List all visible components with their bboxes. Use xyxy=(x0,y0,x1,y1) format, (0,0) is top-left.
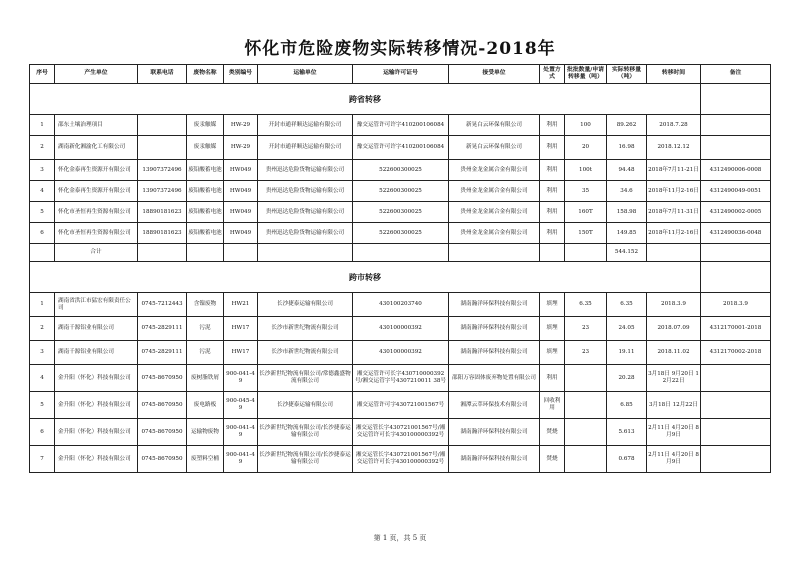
table-cell: 湖南新化湘渝化工有限公司 xyxy=(55,136,138,160)
table-cell: HW049 xyxy=(224,202,258,223)
table-cell: 6 xyxy=(30,419,55,446)
table-cell: 湖南瀚洋环保科技有限公司 xyxy=(449,317,540,341)
table-cell xyxy=(565,244,607,262)
table-cell: 豫交运管许可许字410200106084 xyxy=(353,136,449,160)
table-cell: 新晃白云环保有限公司 xyxy=(449,136,540,160)
table-cell xyxy=(258,244,353,262)
table-cell: 怀化市圣恒再生资源有限公司 xyxy=(55,223,138,244)
table-row xyxy=(30,365,771,392)
table-cell: 23 xyxy=(565,341,607,365)
table-cell: 2月11日 4月20日 8月9日 xyxy=(647,446,701,473)
table-cell: 利用 xyxy=(540,223,565,244)
table-cell: 0745-8670950 xyxy=(138,446,187,473)
table-cell: HW049 xyxy=(224,160,258,181)
table-cell: 焚烧 xyxy=(540,419,565,446)
table-cell: 利用 xyxy=(540,160,565,181)
table-cell: 怀化金泰再生资源开有限公司 xyxy=(55,160,138,181)
column-header: 处置方式 xyxy=(540,65,565,84)
table-row xyxy=(30,181,771,202)
table-cell: 3月18日 9月20日 12月22日 xyxy=(647,365,701,392)
table-cell: 522600300025 xyxy=(353,223,449,244)
table-cell: 贵州金龙金属合金有限公司 xyxy=(449,181,540,202)
table-cell: 湘交运管许可字430721001567号 xyxy=(353,392,449,419)
table-cell: 24.05 xyxy=(607,317,647,341)
table-cell: 长沙市新世纪物流有限公司 xyxy=(258,317,353,341)
table-cell: 贵州迅达危险货物运输有限公司 xyxy=(258,160,353,181)
table-row xyxy=(30,317,771,341)
table-row xyxy=(30,160,771,181)
table-cell xyxy=(540,244,565,262)
table-cell: 18890181623 xyxy=(138,202,187,223)
table-cell: 20 xyxy=(565,136,607,160)
table-cell: 100t xyxy=(565,160,607,181)
column-header: 备注 xyxy=(701,65,771,84)
table-cell: 6.35 xyxy=(607,293,647,317)
table-cell: 13907372496 xyxy=(138,181,187,202)
table-cell: 含镍废物 xyxy=(187,293,224,317)
column-header: 接受单位 xyxy=(449,65,540,84)
table-cell: 2018.3.9 xyxy=(647,293,701,317)
table-cell: HW17 xyxy=(224,341,258,365)
table-cell: 160T xyxy=(565,202,607,223)
table-cell: 0745-8670950 xyxy=(138,392,187,419)
table-cell: 3 xyxy=(30,160,55,181)
column-header: 转移时间 xyxy=(647,65,701,84)
table-cell: 湖南瀚洋环保科技有限公司 xyxy=(449,419,540,446)
table-cell xyxy=(565,365,607,392)
table-cell: 900-041-49 xyxy=(224,446,258,473)
table-row xyxy=(30,392,771,419)
table-cell: 2018年11月2-16日 xyxy=(647,223,701,244)
table-cell: 4 xyxy=(30,181,55,202)
table-cell: HW049 xyxy=(224,223,258,244)
table-cell: 废铅酸蓄电池 xyxy=(187,223,224,244)
table-cell: 贵州金龙金属合金有限公司 xyxy=(449,160,540,181)
table-cell: 废树脂铁屑 xyxy=(187,365,224,392)
table-cell: 5 xyxy=(30,392,55,419)
table-cell: 522600300025 xyxy=(353,181,449,202)
table-cell: 豫交运管许可许字410200106084 xyxy=(353,115,449,136)
table-cell: 湖南瀚洋环保科技有限公司 xyxy=(449,293,540,317)
table-cell: 废电路板 xyxy=(187,392,224,419)
table-cell: 0745-2829111 xyxy=(138,317,187,341)
table-cell: 湘交运管长字430721001567号/湘交运管许可长字430100000392号 xyxy=(353,419,449,446)
table-cell: 利用 xyxy=(540,365,565,392)
table-cell: 94.48 xyxy=(607,160,647,181)
table-cell: 4312490049-0051 xyxy=(701,181,771,202)
table-cell: 158.98 xyxy=(607,202,647,223)
table-cell: 900-041-49 xyxy=(224,365,258,392)
table-cell: 4312490002-0005 xyxy=(701,202,771,223)
table-cell: 废汞触媒 xyxy=(187,115,224,136)
table-cell xyxy=(30,244,55,262)
table-cell: 湖南千源铝业有限公司 xyxy=(55,341,138,365)
table-cell xyxy=(701,446,771,473)
table-cell: 运输物废物 xyxy=(187,419,224,446)
table-cell: 利用 xyxy=(540,136,565,160)
table-cell: 6.35 xyxy=(565,293,607,317)
section-row xyxy=(30,84,771,115)
table-row xyxy=(30,419,771,446)
subtotal-row xyxy=(30,244,771,262)
table-cell: 金升阳（怀化）科技有限公司 xyxy=(55,392,138,419)
table-cell xyxy=(224,244,258,262)
table-cell: 900-041-49 xyxy=(224,419,258,446)
table-cell: 6.85 xyxy=(607,392,647,419)
table-cell xyxy=(565,419,607,446)
column-header: 运输许可证号 xyxy=(353,65,449,84)
table-cell: 开封市通祥顺达运输有限公司 xyxy=(258,136,353,160)
table-cell: 2018年7月11-31日 xyxy=(647,202,701,223)
table-cell: 利用 xyxy=(540,181,565,202)
table-cell: 污泥 xyxy=(187,317,224,341)
table-cell: 3月18日 12月22日 xyxy=(647,392,701,419)
table-cell: 20.28 xyxy=(607,365,647,392)
table-cell xyxy=(701,392,771,419)
table-row xyxy=(30,115,771,136)
table-cell: 长沙新世纪物流有限公司/常德鑫盛物流有限公司 xyxy=(258,365,353,392)
table-cell: 430100000392 xyxy=(353,317,449,341)
section-title: 跨省转移 xyxy=(30,84,701,115)
table-cell: 废铅酸蓄电池 xyxy=(187,160,224,181)
table-cell: 2月11日 4月20日 8月9日 xyxy=(647,419,701,446)
table-cell: 污泥 xyxy=(187,341,224,365)
table-cell: 2018年7月11-21日 xyxy=(647,160,701,181)
table-cell: 湘交运管长字430721001567号/湘交运管许可长字430100000392号 xyxy=(353,446,449,473)
page-footer: 第 1 页，共 5 页 xyxy=(373,534,427,542)
table-cell: 废铅酸蓄电池 xyxy=(187,202,224,223)
table-cell: 2018.11.02 xyxy=(647,341,701,365)
table-cell: 4312170002-2018 xyxy=(701,341,771,365)
table-cell: 金升阳（怀化）科技有限公司 xyxy=(55,419,138,446)
table-cell: 5.613 xyxy=(607,419,647,446)
table-cell xyxy=(565,392,607,419)
table-cell xyxy=(353,244,449,262)
table-cell: 35 xyxy=(565,181,607,202)
table-cell: 金升阳（怀化）科技有限公司 xyxy=(55,446,138,473)
header-row xyxy=(30,65,771,84)
table-cell: 149.85 xyxy=(607,223,647,244)
column-header: 废物名称 xyxy=(187,65,224,84)
table-cell xyxy=(701,419,771,446)
table-cell: 新晃白云环保有限公司 xyxy=(449,115,540,136)
table-cell: 0745-8670950 xyxy=(138,365,187,392)
table-cell: 430100000392 xyxy=(353,341,449,365)
table-cell xyxy=(701,136,771,160)
table-cell: 2 xyxy=(30,136,55,160)
table-cell: 1 xyxy=(30,293,55,317)
table-cell: 19.11 xyxy=(607,341,647,365)
table-cell: 0.678 xyxy=(607,446,647,473)
table-cell: 废塑料空桶 xyxy=(187,446,224,473)
table-cell: 2018.12.12 xyxy=(647,136,701,160)
table-cell xyxy=(449,244,540,262)
table-cell: 湖南省洪江市猛宏有限责任公司 xyxy=(55,293,138,317)
table-cell: 100 xyxy=(565,115,607,136)
table-cell xyxy=(701,365,771,392)
table-cell: 焚烧 xyxy=(540,446,565,473)
column-header: 联系电话 xyxy=(138,65,187,84)
table-cell: HW049 xyxy=(224,181,258,202)
document-title: 怀化市危险废物实际转移情况-2018年 xyxy=(244,39,556,59)
table-cell: 长沙捷泰运输有限公司 xyxy=(258,392,353,419)
table-cell: 2018年11月2-16日 xyxy=(647,181,701,202)
table-cell: 34.6 xyxy=(607,181,647,202)
table-row xyxy=(30,293,771,317)
table-cell: 利用 xyxy=(540,202,565,223)
table-cell: 4312490036-0048 xyxy=(701,223,771,244)
table-cell: 废汞触媒 xyxy=(187,136,224,160)
table-cell: 4 xyxy=(30,365,55,392)
table-cell: 开封市通祥顺达运输有限公司 xyxy=(258,115,353,136)
table-cell: 0745-2829111 xyxy=(138,341,187,365)
table-cell: 4312490006-0008 xyxy=(701,160,771,181)
table-cell xyxy=(647,244,701,262)
table-cell: HW-29 xyxy=(224,136,258,160)
table-cell: 长沙新世纪物流有限公司/长沙捷泰运输有限公司 xyxy=(258,419,353,446)
table-cell xyxy=(138,136,187,160)
column-header: 类别编号 xyxy=(224,65,258,84)
table-cell: 长沙市新世纪物流有限公司 xyxy=(258,341,353,365)
table-cell: 23 xyxy=(565,317,607,341)
table-cell: 怀化金泰再生资源开有限公司 xyxy=(55,181,138,202)
table-cell: 522600300025 xyxy=(353,160,449,181)
table-cell: 贵州迅达危险货物运输有限公司 xyxy=(258,202,353,223)
table-cell: 4312170001-2018 xyxy=(701,317,771,341)
table-cell: 贵州金龙金属合金有限公司 xyxy=(449,223,540,244)
table-cell: 150T xyxy=(565,223,607,244)
section-title: 跨市转移 xyxy=(30,262,701,293)
table-cell: 湘交运管许可长字430710000392号/湘交运管字号4307210011 38号 xyxy=(353,365,449,392)
table-cell: HW17 xyxy=(224,317,258,341)
table-cell xyxy=(138,244,187,262)
table-cell: 18890181623 xyxy=(138,223,187,244)
table-row xyxy=(30,446,771,473)
table-cell: 长沙捷泰运输有限公司 xyxy=(258,293,353,317)
table-cell: 利用 xyxy=(540,115,565,136)
waste-transfer-table xyxy=(29,64,771,473)
table-cell: 2018.3.9 xyxy=(701,293,771,317)
table-cell: 1 xyxy=(30,115,55,136)
table-cell: 0745-8670950 xyxy=(138,419,187,446)
table-cell: 430100203740 xyxy=(353,293,449,317)
table-cell: 邵阳万容固体废弃物处置有限公司 xyxy=(449,365,540,392)
table-cell: 填埋 xyxy=(540,341,565,365)
section-row xyxy=(30,262,771,293)
table-cell: 522600300025 xyxy=(353,202,449,223)
table-cell xyxy=(187,244,224,262)
column-header: 产生单位 xyxy=(55,65,138,84)
table-cell: 5 xyxy=(30,202,55,223)
table-cell: HW-29 xyxy=(224,115,258,136)
table-cell: 16.98 xyxy=(607,136,647,160)
column-header: 批批数量/申请转移量（吨） xyxy=(565,65,607,84)
table-cell: 2018.7.28 xyxy=(647,115,701,136)
table-row xyxy=(30,341,771,365)
table-cell: 7 xyxy=(30,446,55,473)
table-cell: 填埋 xyxy=(540,317,565,341)
table-cell: 2 xyxy=(30,317,55,341)
table-cell: 89.262 xyxy=(607,115,647,136)
table-cell: HW21 xyxy=(224,293,258,317)
table-cell: 湘潭云萃环保技术有限公司 xyxy=(449,392,540,419)
table-row xyxy=(30,136,771,160)
table-cell: 6 xyxy=(30,223,55,244)
table-cell xyxy=(701,244,771,262)
table-cell: 900-045-49 xyxy=(224,392,258,419)
table-cell: 废铅酸蓄电池 xyxy=(187,181,224,202)
table-cell: 3 xyxy=(30,341,55,365)
subtotal-label: 合计 xyxy=(55,244,138,262)
table-cell: 怀化市圣恒再生资源有限公司 xyxy=(55,202,138,223)
column-header: 序号 xyxy=(30,65,55,84)
table-cell: 湖南千源铝业有限公司 xyxy=(55,317,138,341)
table-cell: 回收利用 xyxy=(540,392,565,419)
subtotal-value: 544.152 xyxy=(607,244,647,262)
table-cell: 贵州迅达危险货物运输有限公司 xyxy=(258,223,353,244)
table-cell: 贵州金龙金属合金有限公司 xyxy=(449,202,540,223)
table-row xyxy=(30,223,771,244)
table-cell: 2018.07.09 xyxy=(647,317,701,341)
column-header: 实际转移量（吨） xyxy=(607,65,647,84)
column-header: 运输单位 xyxy=(258,65,353,84)
table-cell: 湖南瀚洋环保科技有限公司 xyxy=(449,446,540,473)
table-cell: 邵东土壤治理项目 xyxy=(55,115,138,136)
table-cell: 13907372496 xyxy=(138,160,187,181)
table-row xyxy=(30,202,771,223)
table-cell: 填埋 xyxy=(540,293,565,317)
table-cell xyxy=(138,115,187,136)
table-cell: 长沙新世纪物流有限公司/长沙捷泰运输有限公司 xyxy=(258,446,353,473)
table-cell: 0745-7212443 xyxy=(138,293,187,317)
table-cell xyxy=(701,115,771,136)
table-cell: 金升阳（怀化）科技有限公司 xyxy=(55,365,138,392)
table-cell: 贵州迅达危险货物运输有限公司 xyxy=(258,181,353,202)
table-cell: 湖南瀚洋环保科技有限公司 xyxy=(449,341,540,365)
table-cell xyxy=(565,446,607,473)
